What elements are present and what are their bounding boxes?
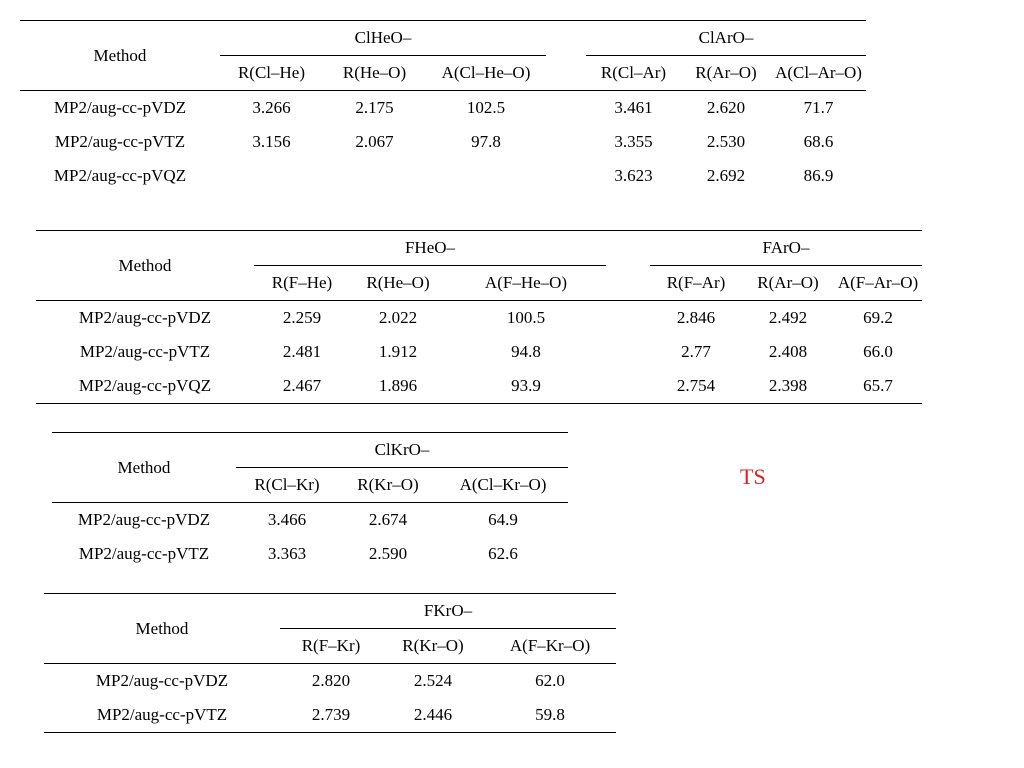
column-header: R(Kr–O): [382, 629, 484, 664]
value-cell: 97.8: [471, 132, 501, 151]
column-header: R(Cl–Kr): [236, 468, 338, 503]
value-cell: 2.820: [311, 671, 351, 690]
column-header: A(F–Kr–O): [484, 629, 616, 664]
value-cell: 3.461: [614, 98, 653, 117]
value-cell: [323, 159, 426, 193]
column-header: R(F–Ar): [650, 266, 742, 301]
value-cell: 2.467: [254, 369, 350, 404]
value-cell: 2.022: [378, 308, 418, 327]
column-header: R(Cl–He): [220, 56, 323, 91]
value-cell: 2.524: [413, 671, 453, 690]
table-clkro: [52, 432, 568, 571]
column-header: A(F–He–O): [446, 266, 606, 301]
table-row: [44, 698, 616, 733]
group-title: FKrO–: [280, 594, 616, 629]
value-cell: 3.156: [252, 132, 291, 151]
table-row: [36, 369, 922, 404]
value-cell: 3.623: [614, 166, 653, 185]
value-cell: 62.6: [488, 544, 518, 563]
value-cell: 2.674: [368, 510, 408, 529]
column-header: A(Cl–He–O): [426, 56, 546, 91]
method-header: Method: [20, 21, 220, 91]
column-header: R(Kr–O): [338, 468, 438, 503]
value-cell: 69.2: [863, 308, 893, 327]
value-cell: 2.446: [382, 698, 484, 733]
value-cell: 94.8: [511, 342, 541, 361]
column-header: A(Cl–Kr–O): [438, 468, 568, 503]
group-title: ClHeO–: [220, 21, 546, 56]
table-row: [52, 537, 568, 571]
value-cell: 2.067: [355, 132, 394, 151]
value-cell: 2.754: [650, 369, 742, 404]
value-cell: 62.0: [535, 671, 565, 690]
table-fkro: [44, 593, 616, 733]
column-header: R(F–Kr): [280, 629, 382, 664]
column-header: R(F–He): [254, 266, 350, 301]
ts-label: TS: [740, 464, 766, 489]
column-header: A(F–Ar–O): [834, 266, 922, 301]
value-cell: 2.398: [742, 369, 834, 404]
value-cell: 2.259: [282, 308, 322, 327]
method-cell: MP2/aug-cc-pVQZ: [36, 369, 254, 404]
value-cell: 3.466: [267, 510, 307, 529]
method-cell: MP2/aug-cc-pVTZ: [78, 544, 210, 563]
value-cell: [426, 159, 546, 193]
method-cell: MP2/aug-cc-pVDZ: [95, 671, 229, 690]
value-cell: 71.7: [803, 98, 834, 117]
method-cell: MP2/aug-cc-pVTZ: [44, 698, 280, 733]
column-header: R(Ar–O): [742, 266, 834, 301]
value-cell: 2.530: [706, 132, 746, 151]
value-cell: 2.590: [368, 544, 408, 563]
value-cell: 2.77: [681, 342, 711, 361]
value-cell: 2.175: [355, 98, 394, 117]
table-row: [20, 159, 866, 193]
value-cell: 2.408: [768, 342, 808, 361]
method-cell: MP2/aug-cc-pVDZ: [78, 308, 212, 327]
column-header: R(Ar–O): [681, 56, 771, 91]
value-cell: 3.266: [252, 98, 291, 117]
method-cell: MP2/aug-cc-pVTZ: [54, 132, 186, 151]
value-cell: 100.5: [506, 308, 546, 327]
method-header: Method: [52, 433, 236, 503]
value-cell: 102.5: [466, 98, 506, 117]
table-row: [20, 91, 866, 126]
value-cell: 86.9: [803, 166, 834, 185]
table-clheo-clario: [20, 20, 866, 193]
column-header: A(Cl–Ar–O): [771, 56, 866, 91]
value-cell: 64.9: [488, 510, 518, 529]
method-cell: MP2/aug-cc-pVQZ: [53, 166, 187, 185]
method-header: Method: [44, 594, 280, 664]
value-cell: 66.0: [863, 342, 893, 361]
value-cell: 3.355: [614, 132, 653, 151]
value-cell: 1.896: [350, 369, 446, 404]
table-row: [52, 503, 568, 538]
table-row: [20, 125, 866, 159]
value-cell: 2.739: [280, 698, 382, 733]
table-row: [36, 335, 922, 369]
column-header: R(Cl–Ar): [586, 56, 681, 91]
table-row: [44, 664, 616, 699]
value-cell: 2.481: [282, 342, 322, 361]
group-title: ClArO–: [586, 21, 866, 56]
value-cell: 2.620: [706, 98, 746, 117]
method-cell: MP2/aug-cc-pVDZ: [77, 510, 211, 529]
method-cell: MP2/aug-cc-pVTZ: [79, 342, 211, 361]
value-cell: 2.692: [706, 166, 746, 185]
value-cell: 68.6: [803, 132, 834, 151]
group-title: ClKrO–: [236, 433, 568, 468]
column-header: R(He–O): [323, 56, 426, 91]
value-cell: 59.8: [484, 698, 616, 733]
table-row: [36, 301, 922, 336]
group-title: FArO–: [650, 231, 922, 266]
value-cell: 2.492: [768, 308, 808, 327]
method-cell: MP2/aug-cc-pVDZ: [53, 98, 187, 117]
group-title: FHeO–: [254, 231, 606, 266]
value-cell: 3.363: [267, 544, 307, 563]
value-cell: [220, 159, 323, 193]
value-cell: 65.7: [834, 369, 922, 404]
table-fheo-faro: [36, 230, 922, 404]
value-cell: 1.912: [378, 342, 418, 361]
value-cell: 2.846: [676, 308, 716, 327]
method-header: Method: [36, 231, 254, 301]
value-cell: 93.9: [446, 369, 606, 404]
column-header: R(He–O): [350, 266, 446, 301]
